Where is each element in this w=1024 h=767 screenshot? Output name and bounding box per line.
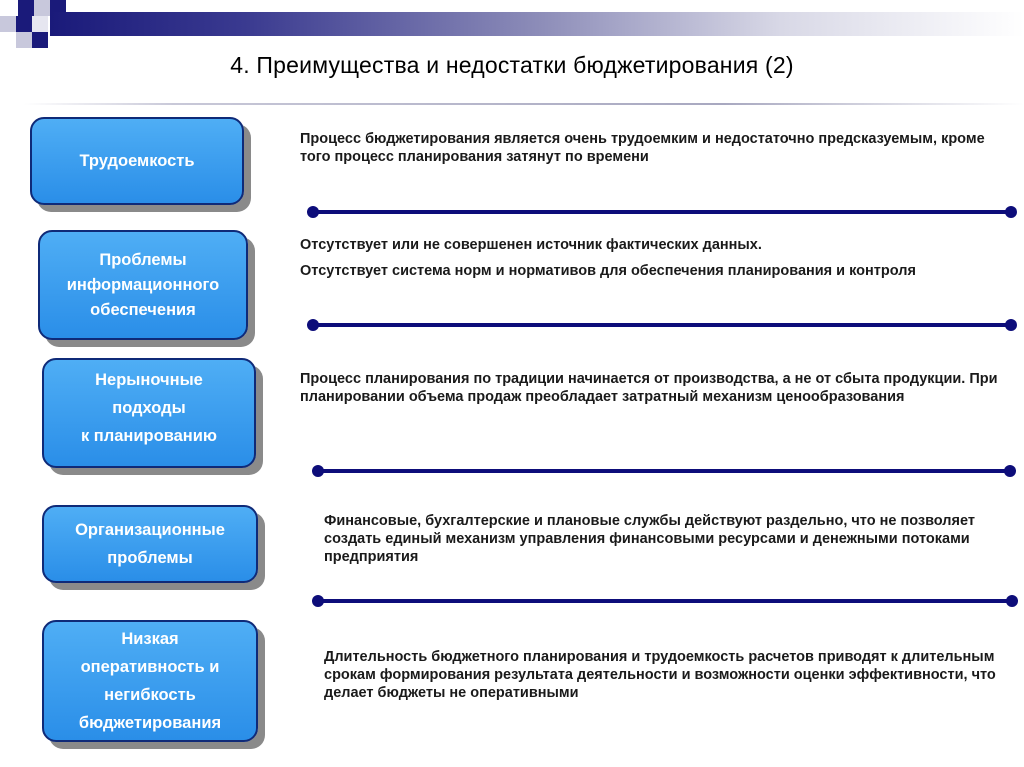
category-label: Нерыночные подходы к планированию <box>80 371 218 445</box>
title-underline <box>24 103 1024 105</box>
row-description <box>300 370 1010 414</box>
separator-dot <box>307 206 319 218</box>
description-paragraph: Финансовые, бухгалтерские и плановые службы действуют раздельно, что не позволяет создать единый механизм управления финансовыми ресурсами и денежными потоками предприятия <box>324 513 975 565</box>
row-separator <box>313 210 1011 214</box>
category-label: Низкая оперативность и негибкость бюджетирования <box>78 630 222 732</box>
category-box-labor-intensity <box>30 117 244 205</box>
separator-dot <box>1004 465 1016 477</box>
title-bar <box>50 12 1024 36</box>
separator-dot <box>312 595 324 607</box>
separator-dot <box>1006 595 1018 607</box>
category-box-organizational-problems <box>42 505 258 583</box>
category-box-non-market-approaches <box>42 358 256 468</box>
row-description <box>324 648 1014 710</box>
row-separator <box>318 469 1010 473</box>
separator-dot <box>312 465 324 477</box>
category-label: Организационные проблемы <box>75 521 225 567</box>
row-description <box>324 512 1014 574</box>
description-paragraph: Процесс бюджетирования является очень трудоемким и недостаточно предсказуемым, кроме того процесс планирования затянут по времени <box>300 131 985 165</box>
description-paragraph: Длительность бюджетного планирования и трудоемкость расчетов приводят к длительным срокам формирования результата деятельности и возможности оценки эффективности, что делает бюджеты не оперативными <box>324 649 996 701</box>
row-separator <box>313 323 1011 327</box>
separator-dot <box>307 319 319 331</box>
category-label: Трудоемкость <box>79 151 195 170</box>
row-separator <box>318 599 1012 603</box>
page-title: 4. Преимущества и недостатки бюджетирования (2) <box>230 52 794 78</box>
description-paragraph: Процесс планирования по традиции начинается от производства, а не от сбыта продукции. При планировании объема продаж преобладает затратный механизм ценообразования <box>300 371 998 405</box>
row-description <box>300 130 1000 174</box>
category-box-low-efficiency <box>42 620 258 742</box>
row-description <box>300 236 1000 288</box>
description-paragraph: Отсутствует или не совершенен источник фактических данных. <box>300 237 762 253</box>
description-paragraph: Отсутствует система норм и нормативов для обеспечения планирования и контроля <box>300 263 916 279</box>
category-label: Проблемы информационного обеспечения <box>66 250 220 319</box>
separator-dot <box>1005 319 1017 331</box>
category-box-info-support <box>38 230 248 340</box>
separator-dot <box>1005 206 1017 218</box>
